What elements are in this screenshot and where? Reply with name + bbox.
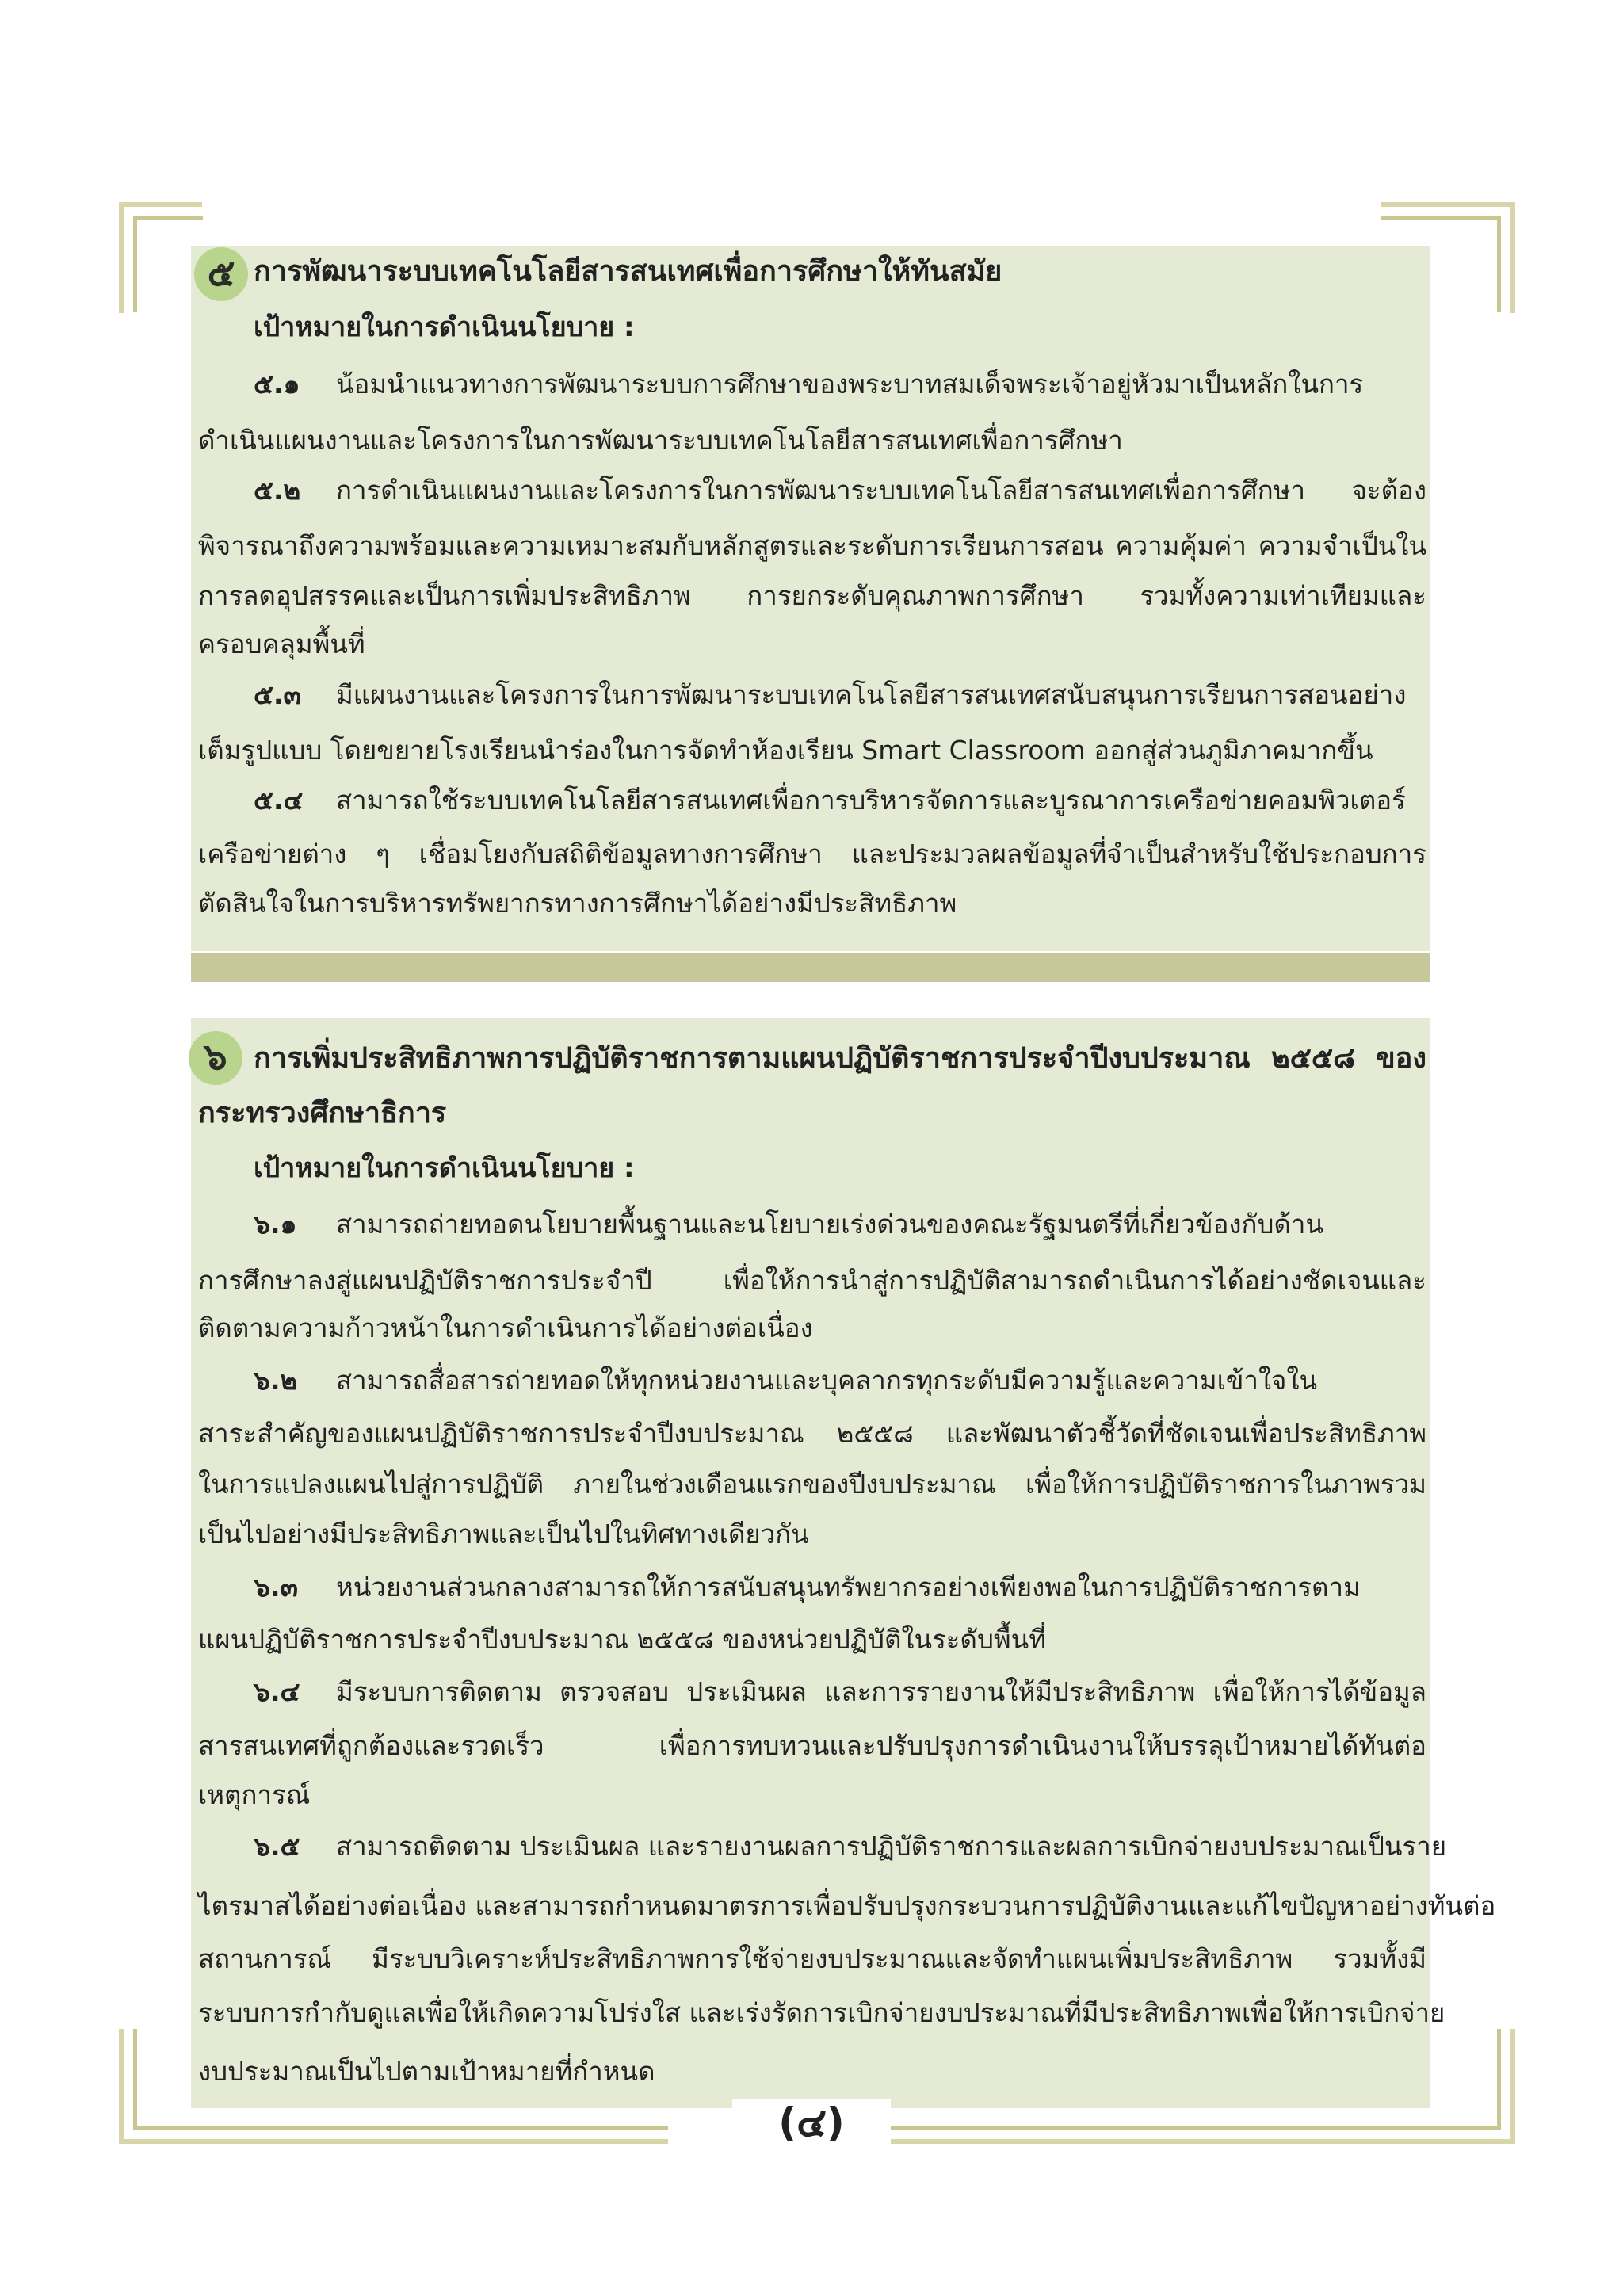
item-5-2-continuation: พิจารณาถึงความพร้อมและความเหมาะสมกับหลักสูตรและระดับการเรียนการสอน ความคุ้มค่า ความจำเป็นใน: [198, 530, 1426, 561]
item-6-2-continuation: ในการแปลงแผนไปสู่การปฏิบัติ ภายในช่วงเดือนแรกของปีงบประมาณ เพื่อให้การปฏิบัติราชการในภาพรวม: [198, 1469, 1426, 1499]
item-5-3-continuation: เต็มรูปแบบ โดยขยายโรงเรียนนำร่องในการจัดทำห้องเรียน Smart Classroom ออกสู่ส่วนภูมิภาคมากขึ้น: [198, 735, 1373, 766]
item-5-3-text: มีแผนงานและโครงการในการพัฒนาระบบเทคโนโลยีสารสนเทศสนับสนุนการเรียนการสอนอย่าง: [336, 679, 1407, 710]
section-5-number-badge: ๕: [194, 247, 248, 301]
item-6-2-text: สามารถสื่อสารถ่ายทอดให้ทุกหน่วยงานและบุคลากรทุกระดับมีความรู้และความเข้าใจใน: [336, 1365, 1318, 1396]
item-5-1-text: น้อมนำแนวทางการพัฒนาระบบการศึกษาของพระบาทสมเด็จพระเจ้าอยู่หัวมาเป็นหลักในการ: [336, 369, 1364, 399]
item-5-2-number: ๕.๒: [254, 475, 301, 506]
item-6-4-continuation: เหตุการณ์: [198, 1779, 311, 1810]
item-6-5-continuation: สถานการณ์ มีระบบวิเคราะห์ประสิทธิภาพการใช้จ่ายงบประมาณและจัดทำแผนเพิ่มประสิทธิภาพ รวมทั้งมี: [198, 1943, 1426, 1974]
section-6-number-badge: ๖: [189, 1031, 242, 1085]
item-5-1-number: ๕.๑: [254, 369, 300, 399]
item-6-4-text: มีระบบการติดตาม ตรวจสอบ ประเมินผล และการรายงานให้มีประสิทธิภาพ เพื่อให้การได้ข้อมูล: [336, 1676, 1426, 1707]
item-5-4-continuation: ตัดสินใจในการบริหารทรัพยากรทางการศึกษาได้อย่างมีประสิทธิภาพ: [198, 888, 957, 919]
item-5-1-line: [254, 369, 1426, 400]
item-5-4-line: [254, 785, 1426, 816]
item-5-2-continuation: ครอบคลุมพื้นที่: [198, 628, 365, 659]
section-6-heading: การเพิ่มประสิทธิภาพการปฏิบัติราชการตามแผนปฏิบัติราชการประจำปีงบประมาณ ๒๕๕๘ ของ: [254, 1042, 1426, 1075]
item-6-1-text: สามารถถ่ายทอดนโยบายพื้นฐานและนโยบายเร่งด่วนของคณะรัฐมนตรีที่เกี่ยวข้องกับด้าน: [336, 1209, 1323, 1240]
item-5-3-line: [254, 679, 1426, 711]
section-6-heading-continuation: กระทรวงศึกษาธิการ: [198, 1097, 447, 1129]
item-5-2-line: [254, 475, 1426, 506]
page-number: (๔): [732, 2099, 891, 2146]
item-6-3-continuation: แผนปฏิบัติราชการประจำปีงบประมาณ ๒๕๕๘ ของหน่วยปฏิบัติในระดับพื้นที่: [198, 1624, 1046, 1655]
item-6-2-line: [254, 1365, 1426, 1396]
item-6-4-continuation: สารสนเทศที่ถูกต้องและรวดเร็ว เพื่อการทบทวนและปรับปรุงการดำเนินงานให้บรรลุเป้าหมายได้ทันต่อ: [198, 1730, 1426, 1761]
item-5-2-continuation: การลดอุปสรรคและเป็นการเพิ่มประสิทธิภาพ การยกระดับคุณภาพการศึกษา รวมทั้งความเท่าเทียมและ: [198, 580, 1426, 611]
item-6-5-text: สามารถติดตาม ประเมินผล และรายงานผลการปฏิบัติราชการและผลการเบิกจ่ายงบประมาณเป็นราย: [336, 1831, 1447, 1862]
item-6-2-continuation: เป็นไปอย่างมีประสิทธิภาพและเป็นไปในทิศทางเดียวกัน: [198, 1519, 809, 1549]
section-5-target-label: เป้าหมายในการดำเนินนโยบาย :: [254, 311, 635, 343]
item-6-3-line: [254, 1572, 1426, 1603]
item-6-5-line: [254, 1831, 1447, 1862]
item-6-1-line: [254, 1209, 1426, 1240]
item-5-1-continuation: ดำเนินแผนงานและโครงการในการพัฒนาระบบเทคโนโลยีสารสนเทศเพื่อการศึกษา: [198, 425, 1123, 456]
item-6-3-text: หน่วยงานส่วนกลางสามารถให้การสนับสนุนทรัพยากรอย่างเพียงพอในการปฏิบัติราชการตาม: [336, 1572, 1361, 1603]
item-5-2-text: การดำเนินแผนงานและโครงการในการพัฒนาระบบเทคโนโลยีสารสนเทศเพื่อการศึกษา จะต้อง: [336, 475, 1426, 506]
item-5-4-text: สามารถใช้ระบบเทคโนโลยีสารสนเทศเพื่อการบริหารจัดการและบูรณาการเครือข่ายคอมพิวเตอร์: [336, 785, 1406, 816]
item-5-4-number: ๕.๔: [254, 785, 304, 816]
item-6-3-number: ๖.๓: [254, 1572, 299, 1603]
item-6-1-continuation: การศึกษาลงสู่แผนปฏิบัติราชการประจำปี เพื่อให้การนำสู่การปฏิบัติสามารถดำเนินการได้อย่างชัดเจนและ: [198, 1265, 1426, 1296]
item-6-1-number: ๖.๑: [254, 1209, 297, 1240]
item-5-3-number: ๕.๓: [254, 679, 302, 710]
section-divider-band: [191, 953, 1430, 982]
section-5-heading: การพัฒนาระบบเทคโนโลยีสารสนเทศเพื่อการศึกษาให้ทันสมัย: [254, 255, 1002, 288]
item-6-5-continuation: ระบบการกำกับดูแลเพื่อให้เกิดความโปร่งใส และเร่งรัดการเบิกจ่ายงบประมาณที่มีประสิทธิภาพเพื่อให้การเบิกจ่าย: [198, 1997, 1445, 2028]
item-6-5-number: ๖.๕: [254, 1831, 300, 1862]
item-6-1-continuation: ติดตามความก้าวหน้าในการดำเนินการได้อย่างต่อเนื่อง: [198, 1312, 813, 1343]
item-6-5-continuation: ไตรมาสได้อย่างต่อเนื่อง และสามารถกำหนดมาตรการเพื่อปรับปรุงกระบวนการปฏิบัติงานและแก้ไขปัญหาอย่างทันต่อ: [198, 1890, 1496, 1921]
item-5-4-continuation: เครือข่ายต่าง ๆ เชื่อมโยงกับสถิติข้อมูลทางการศึกษา และประมวลผลข้อมูลที่จำเป็นสำหรับใช้ประกอบการ: [198, 839, 1426, 869]
item-6-2-number: ๖.๒: [254, 1365, 298, 1396]
section-6-target-label: เป้าหมายในการดำเนินนโยบาย :: [254, 1152, 635, 1184]
item-6-4-number: ๖.๔: [254, 1676, 300, 1707]
item-6-4-line: [254, 1676, 1426, 1708]
item-6-5-continuation: งบประมาณเป็นไปตามเป้าหมายที่กำหนด: [198, 2056, 655, 2087]
item-6-2-continuation: สาระสำคัญของแผนปฏิบัติราชการประจำปีงบประมาณ ๒๕๕๘ และพัฒนาตัวชี้วัดที่ชัดเจนเพื่อประสิทธิภาพ: [198, 1418, 1426, 1449]
